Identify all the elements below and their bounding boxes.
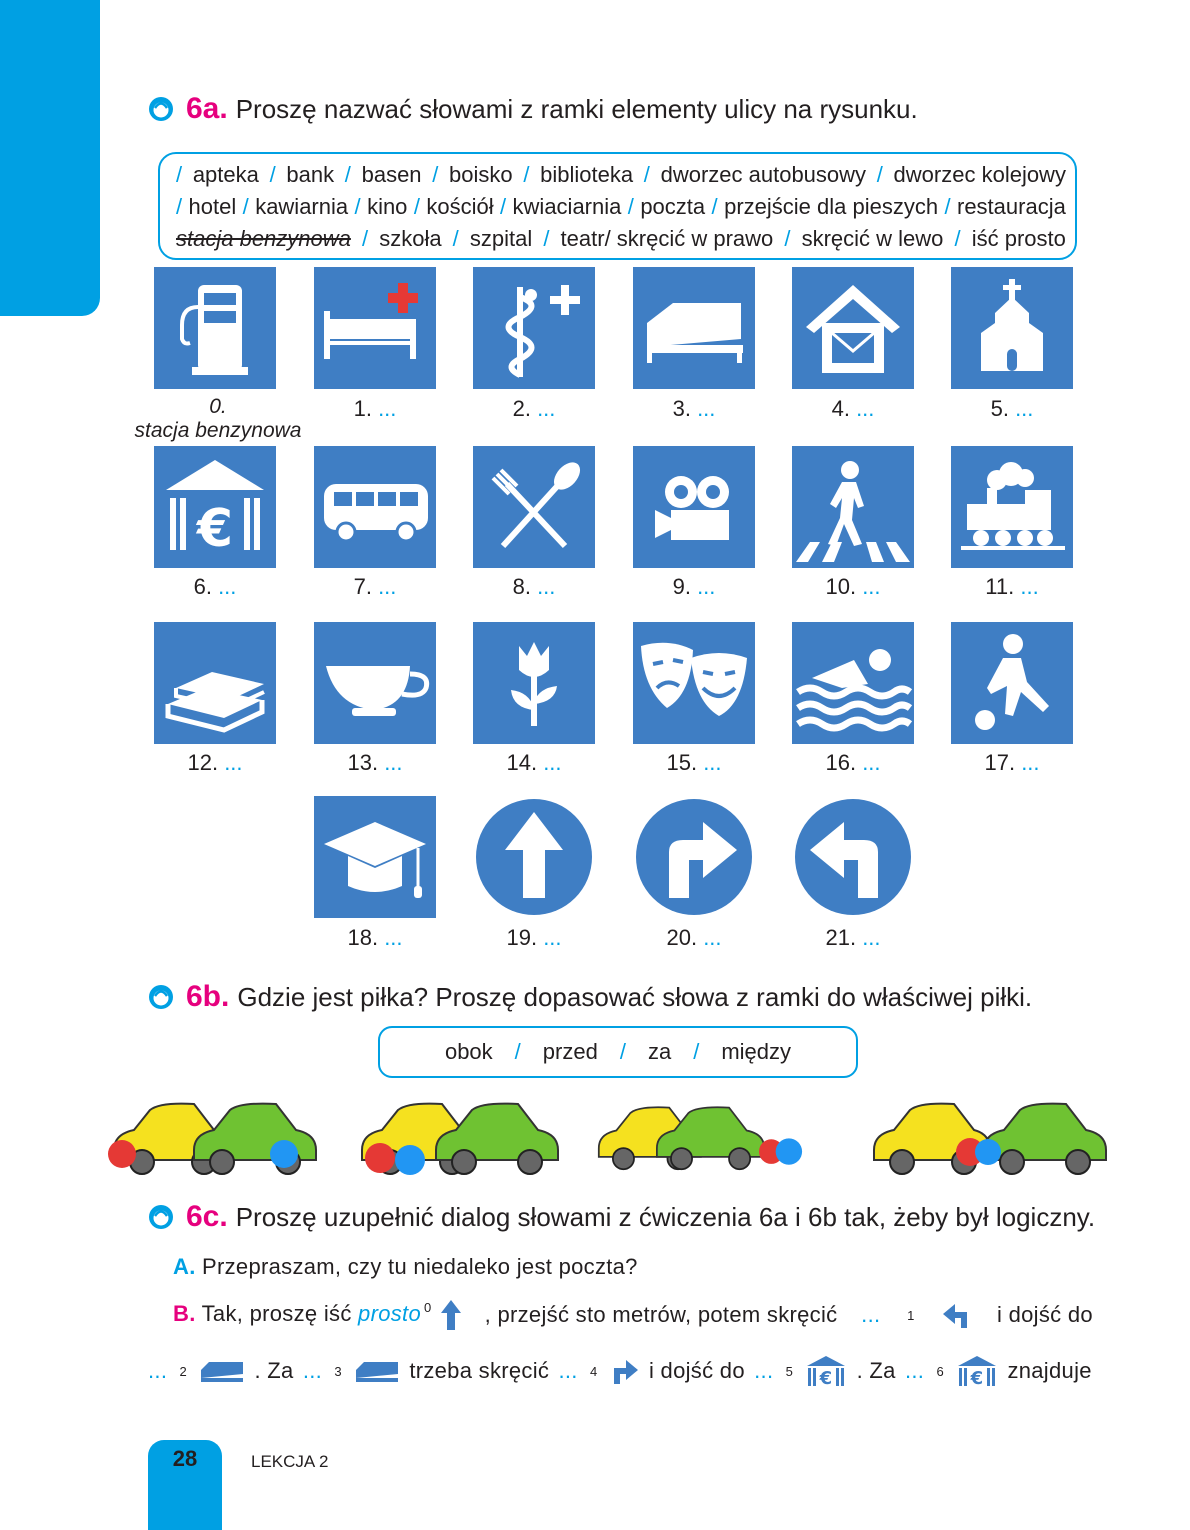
red-ball <box>108 1140 136 1168</box>
sign-13 <box>314 622 436 744</box>
sign-19 <box>473 796 595 918</box>
separator: / <box>176 162 183 187</box>
separator: / <box>354 194 361 219</box>
label-0-answer: stacja benzynowa <box>134 419 302 442</box>
pedestrian-crossing-icon <box>792 446 914 568</box>
label-0 <box>128 395 308 443</box>
separator: / <box>514 1039 521 1064</box>
hospital-bed-icon <box>314 267 436 389</box>
swimming-pool-icon <box>792 622 914 744</box>
word-item: teatr/ skręcić w prawo <box>560 226 774 251</box>
separator: / <box>452 226 459 251</box>
bank-icon <box>805 1356 847 1386</box>
arrow-straight-icon <box>473 796 595 918</box>
sign-label-3 <box>624 396 764 422</box>
dialog-text: . Za <box>254 1358 294 1383</box>
separator: / <box>693 1039 700 1064</box>
word-item: iść prosto <box>971 226 1066 251</box>
sign-label-2 <box>464 396 604 422</box>
listen-icon <box>148 984 174 1010</box>
separator: / <box>344 162 351 187</box>
sign-label-20 <box>624 925 764 951</box>
separator: / <box>176 194 183 219</box>
answer-blank[interactable]: ... <box>697 396 716 421</box>
dialog-line-b2 <box>148 1356 1092 1386</box>
exercise-title: Proszę uzupełnić dialog słowami z ćwiczenia 6a i 6b tak, żeby był logiczny. <box>235 1201 1096 1232</box>
sign-number: 14. <box>506 750 538 775</box>
sign-14 <box>473 622 595 744</box>
word-item: dworzec autobusowy <box>660 162 867 187</box>
sign-0 <box>154 267 276 389</box>
sign-number: 12. <box>187 750 219 775</box>
sign-20 <box>633 796 755 918</box>
dialog-text: i dojść do <box>648 1358 745 1383</box>
restaurant-icon <box>473 446 595 568</box>
speaker-b: B. <box>173 1300 196 1326</box>
word-obok: obok <box>444 1039 493 1064</box>
sign-label-19 <box>464 925 604 951</box>
theatre-masks-icon <box>633 622 755 744</box>
fuel-pump-icon <box>154 267 276 389</box>
sign-number: 7. <box>353 574 372 599</box>
exercise-number: 6a. <box>186 92 228 125</box>
sign-number: 19. <box>506 925 538 950</box>
word-item: skręcić w lewo <box>801 226 944 251</box>
answer-blank[interactable]: ... <box>856 396 875 421</box>
word-item: boisko <box>449 162 513 187</box>
sign-number: 6. <box>193 574 212 599</box>
separator: / <box>242 194 249 219</box>
flower-shop-icon <box>473 622 595 744</box>
answer-blank[interactable]: ... <box>703 750 722 775</box>
word-item: kino <box>367 194 408 219</box>
word-item: poczta <box>640 194 706 219</box>
sign-label-14 <box>464 750 604 776</box>
answer-blank[interactable]: ... <box>537 396 556 421</box>
dialog-line-b1 <box>173 1300 1093 1330</box>
word-item: kwiaciarnia <box>512 194 622 219</box>
dialog-text: trzeba skręcić <box>409 1358 550 1383</box>
answer-blank[interactable]: ... <box>862 574 881 599</box>
footnote-3: 3 <box>334 1363 342 1379</box>
word-item: bank <box>286 162 335 187</box>
sign-number: 10. <box>825 574 857 599</box>
cars-ball-image-4 <box>870 1090 1110 1178</box>
separator: / <box>954 226 961 251</box>
sign-label-17 <box>942 750 1082 776</box>
word-item: restauracja <box>957 194 1066 219</box>
side-tab <box>0 0 100 316</box>
football-pitch-icon <box>951 622 1073 744</box>
blank-4: ... <box>558 1358 578 1383</box>
separator: / <box>432 162 439 187</box>
cars-ball-image-3 <box>590 1090 810 1178</box>
sign-label-18 <box>305 925 445 951</box>
library-books-icon <box>154 622 276 744</box>
blank-1: ... <box>861 1302 881 1327</box>
sign-16 <box>792 622 914 744</box>
answer-blank[interactable]: ... <box>862 925 881 950</box>
sign-6 <box>154 446 276 568</box>
sign-label-7 <box>305 574 445 600</box>
exercise-6b-header <box>148 980 1032 1014</box>
bank-icon <box>154 446 276 568</box>
sign-17 <box>951 622 1073 744</box>
sign-8 <box>473 446 595 568</box>
word-line-3 <box>176 226 1066 252</box>
sign-label-11 <box>942 574 1082 600</box>
exercise-number: 6b. <box>186 980 230 1013</box>
blank-2: ... <box>148 1358 168 1383</box>
sign-2 <box>473 267 595 389</box>
school-cap-icon <box>314 796 436 918</box>
dialog-text: . Za <box>856 1358 896 1383</box>
sign-1 <box>314 267 436 389</box>
sign-label-16 <box>783 750 923 776</box>
hotel-bed-icon <box>354 1358 400 1384</box>
answer-blank[interactable]: ... <box>378 396 397 421</box>
sign-9 <box>633 446 755 568</box>
word-item: szkoła <box>379 226 442 251</box>
sign-18 <box>314 796 436 918</box>
answer-blank[interactable]: ... <box>703 925 722 950</box>
word-item: apteka <box>192 162 259 187</box>
arrow-straight-icon <box>441 1300 461 1330</box>
exercise-6c-header <box>148 1200 1095 1234</box>
sign-label-15 <box>624 750 764 776</box>
word-item: szpital <box>469 226 533 251</box>
sign-11 <box>951 446 1073 568</box>
separator: / <box>543 226 550 251</box>
answer-blank[interactable]: ... <box>1021 750 1040 775</box>
sign-number: 20. <box>666 925 698 950</box>
dialog-text: Tak, proszę iść <box>201 1300 352 1326</box>
sign-7 <box>314 446 436 568</box>
word-item-crossed: stacja benzynowa <box>176 226 351 251</box>
dialog-text: i dojść do <box>997 1302 1093 1327</box>
sign-number: 2. <box>512 396 531 421</box>
sign-21 <box>792 796 914 918</box>
sign-label-1 <box>305 396 445 422</box>
sign-label-10 <box>783 574 923 600</box>
sign-number: 1. <box>353 396 372 421</box>
sign-number: 13. <box>347 750 379 775</box>
sign-number: 18. <box>347 925 379 950</box>
dialog-text: , przejść sto metrów, potem skręcić <box>484 1302 838 1327</box>
hotel-bed-icon <box>633 267 755 389</box>
separator: / <box>269 162 276 187</box>
separator: / <box>784 226 791 251</box>
sign-label-4 <box>783 396 923 422</box>
red-ball <box>365 1143 395 1173</box>
bank-icon <box>956 1356 998 1386</box>
answer-blank[interactable]: ... <box>1020 574 1039 599</box>
svg-text:€: € <box>819 1368 833 1386</box>
page-number: 28 <box>172 1446 198 1471</box>
sign-label-5 <box>942 396 1082 422</box>
sign-number: 4. <box>831 396 850 421</box>
exercise-6a-header <box>148 92 918 126</box>
sign-label-21 <box>783 925 923 951</box>
listen-icon <box>148 1204 174 1230</box>
blue-ball <box>776 1138 802 1164</box>
answer-blank[interactable]: ... <box>384 750 403 775</box>
answer-blank[interactable]: ... <box>543 750 562 775</box>
separator: / <box>643 162 650 187</box>
answer-blank[interactable]: ... <box>862 750 881 775</box>
sign-number: 8. <box>512 574 531 599</box>
blank-5: ... <box>754 1358 774 1383</box>
blank-3: ... <box>302 1358 323 1383</box>
hotel-bed-icon <box>199 1358 245 1384</box>
answer-blank[interactable]: ... <box>543 925 562 950</box>
sign-label-9 <box>624 574 764 600</box>
word-item: kościół <box>426 194 494 219</box>
sign-15 <box>633 622 755 744</box>
green-car <box>194 1104 316 1174</box>
separator: / <box>711 194 718 219</box>
word-miedzy: między <box>721 1039 792 1064</box>
cafe-cup-icon <box>314 622 436 744</box>
blue-ball <box>395 1145 425 1175</box>
exercise-title: Proszę nazwać słowami z ramki elementy ulicy na rysunku. <box>235 93 918 124</box>
blank-6: ... <box>904 1358 925 1383</box>
separator: / <box>944 194 951 219</box>
sign-number: 11. <box>985 574 1015 599</box>
green-car <box>984 1104 1106 1174</box>
sign-number: 9. <box>672 574 691 599</box>
sign-label-6 <box>145 574 285 600</box>
arrow-right-turn-icon <box>610 1358 640 1384</box>
dialog-text: znajduje <box>1007 1358 1092 1383</box>
sign-12 <box>154 622 276 744</box>
sign-number: 15. <box>666 750 698 775</box>
separator: / <box>619 1039 626 1064</box>
arrow-left-turn-icon <box>792 796 914 918</box>
footnote-0: 0 <box>424 1300 432 1316</box>
pharmacy-icon <box>473 267 595 389</box>
word-item: dworzec kolejowy <box>893 162 1066 187</box>
sign-5 <box>951 267 1073 389</box>
svg-text:€: € <box>970 1368 984 1386</box>
listen-icon <box>148 96 174 122</box>
separator: / <box>413 194 420 219</box>
exercise-number: 6c. <box>186 1200 228 1233</box>
answer-blank[interactable]: ... <box>224 750 243 775</box>
svg-text:€: € <box>196 499 234 559</box>
answer-blank[interactable]: ... <box>384 925 403 950</box>
answer-blank[interactable]: ... <box>378 574 397 599</box>
label-0-num: 0. <box>209 395 227 418</box>
separator: / <box>361 226 369 251</box>
answer-blank[interactable]: ... <box>537 574 556 599</box>
word-przed: przed <box>542 1039 598 1064</box>
answer-blank[interactable]: ... <box>697 574 716 599</box>
green-car <box>436 1104 558 1174</box>
separator: / <box>500 194 507 219</box>
cars-ball-image-2 <box>352 1090 572 1178</box>
post-office-icon <box>792 267 914 389</box>
separator: / <box>876 162 883 187</box>
cinema-icon <box>633 446 755 568</box>
sign-number: 3. <box>672 396 691 421</box>
prepositions-box <box>378 1026 858 1078</box>
sign-number: 5. <box>990 396 1009 421</box>
separator: / <box>523 162 530 187</box>
answer-blank[interactable]: ... <box>1015 396 1034 421</box>
answer-blank[interactable]: ... <box>218 574 237 599</box>
footnote-1: 1 <box>907 1307 915 1323</box>
word-line-1 <box>176 162 1066 188</box>
sign-label-13 <box>305 750 445 776</box>
footnote-4: 4 <box>589 1363 598 1379</box>
sign-label-12 <box>145 750 285 776</box>
sign-4 <box>792 267 914 389</box>
example-answer: prosto <box>358 1300 421 1326</box>
cars-ball-image-1 <box>104 1090 324 1178</box>
arrow-right-turn-icon <box>633 796 755 918</box>
word-item: basen <box>361 162 422 187</box>
word-item: kawiarnia <box>255 194 349 219</box>
word-item: hotel <box>188 194 237 219</box>
word-line-2 <box>176 194 1066 220</box>
sign-number: 16. <box>825 750 857 775</box>
word-item: przejście dla pieszych <box>724 194 939 219</box>
sign-number: 17. <box>984 750 1016 775</box>
sign-3 <box>633 267 755 389</box>
lesson-label: LEKCJA 2 <box>251 1452 329 1471</box>
separator: / <box>627 194 634 219</box>
church-icon <box>951 267 1073 389</box>
footnote-2: 2 <box>179 1363 188 1379</box>
footnote-6: 6 <box>936 1363 944 1379</box>
blue-ball <box>270 1140 298 1168</box>
sign-label-8 <box>464 574 604 600</box>
bus-icon <box>314 446 436 568</box>
sign-number: 21. <box>825 925 857 950</box>
exercise-title: Gdzie jest piłka? Proszę dopasować słowa z ramki do właściwej piłki. <box>237 981 1033 1012</box>
sign-10 <box>792 446 914 568</box>
word-za: za <box>647 1039 672 1064</box>
arrow-left-turn-icon <box>941 1302 973 1328</box>
word-item: biblioteka <box>540 162 634 187</box>
dialog-text-a: Przepraszam, czy tu niedaleko jest poczta? <box>202 1254 638 1279</box>
dialog-line-a <box>173 1254 638 1280</box>
footnote-5: 5 <box>785 1363 794 1379</box>
train-icon <box>951 446 1073 568</box>
speaker-a: A. <box>173 1254 196 1279</box>
blue-ball <box>975 1139 1001 1165</box>
